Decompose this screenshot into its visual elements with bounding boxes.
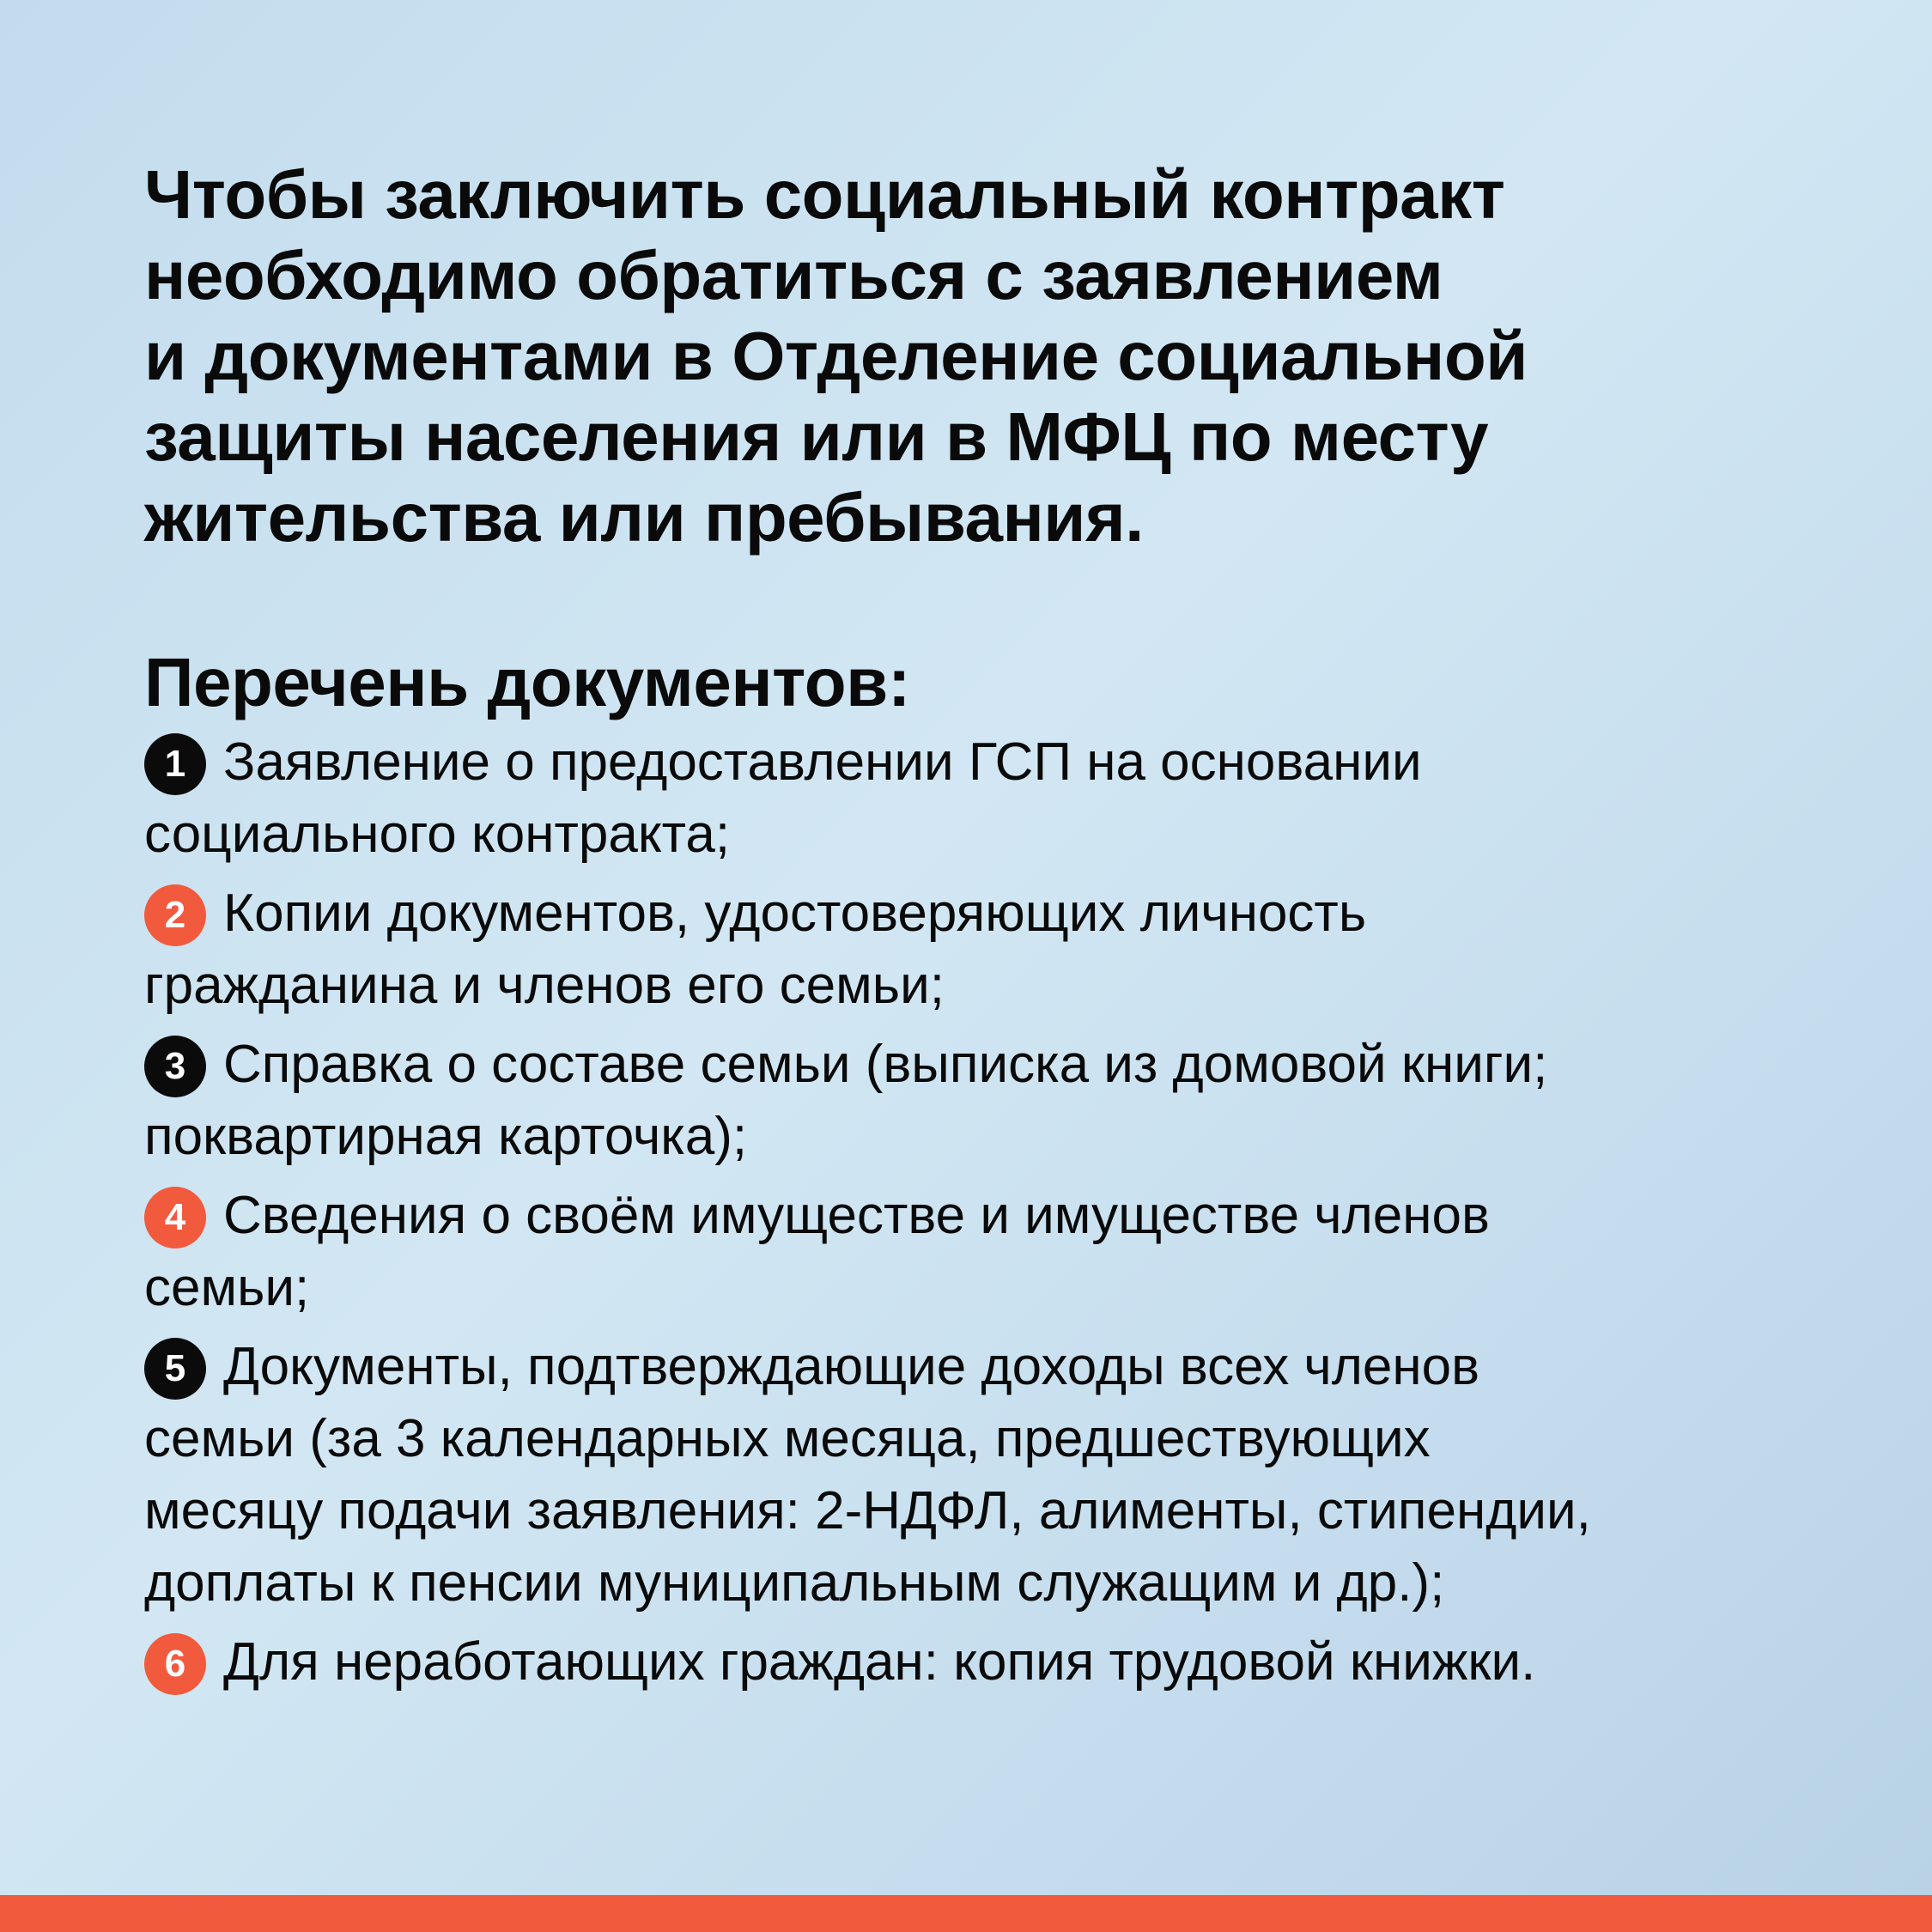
list-item xyxy=(144,1626,1819,1698)
intro-line: защиты населения или в МФЦ по месту xyxy=(144,398,1489,475)
item-text: доплаты к пенсии муниципальным служащим и др.); xyxy=(144,1553,1445,1613)
documents-list xyxy=(144,726,1819,1698)
item-text: Сведения о своём имуществе и имуществе членов xyxy=(223,1186,1490,1245)
number-badge-2: 2 xyxy=(144,884,206,946)
content xyxy=(144,155,1819,1698)
intro-line: жительства или пребывания. xyxy=(144,479,1144,556)
list-item xyxy=(144,1180,1819,1324)
number-badge-6: 6 xyxy=(144,1633,206,1695)
intro-line: Чтобы заключить социальный контракт xyxy=(144,156,1505,233)
item-text: Справка о составе семьи (выписка из домовой книги; xyxy=(223,1035,1548,1094)
intro-line: и документами в Отделение социальной xyxy=(144,318,1528,394)
list-item xyxy=(144,878,1819,1022)
item-text: семьи (за 3 календарных месяца, предшествующих xyxy=(144,1409,1431,1468)
item-text: семьи; xyxy=(144,1258,310,1317)
item-text: Документы, подтверждающие доходы всех членов xyxy=(223,1337,1480,1396)
item-text: месяцу подачи заявления: 2-НДФЛ, алименты, стипендии, xyxy=(144,1481,1591,1540)
number-badge-5: 5 xyxy=(144,1338,206,1400)
item-text: Копии документов, удостоверяющих личность xyxy=(223,884,1367,943)
number-badge-4: 4 xyxy=(144,1187,206,1249)
item-text: Для неработающих граждан: копия трудовой книжки. xyxy=(223,1632,1536,1692)
number-badge-3: 3 xyxy=(144,1036,206,1097)
item-text: поквартирная карточка); xyxy=(144,1107,748,1166)
bottom-accent-bar xyxy=(0,1895,1932,1932)
documents-title: Перечень документов: xyxy=(144,644,910,720)
item-text: Заявление о предоставлении ГСП на основании xyxy=(223,732,1422,792)
number-badge-1: 1 xyxy=(144,733,206,795)
list-item xyxy=(144,726,1819,871)
intro-text xyxy=(144,155,1819,558)
item-text: гражданина и членов его семьи; xyxy=(144,956,945,1015)
list-item xyxy=(144,1331,1819,1619)
list-item xyxy=(144,1029,1819,1173)
intro-line: необходимо обратиться с заявлением xyxy=(144,237,1443,313)
item-text: социального контракта; xyxy=(144,805,731,864)
